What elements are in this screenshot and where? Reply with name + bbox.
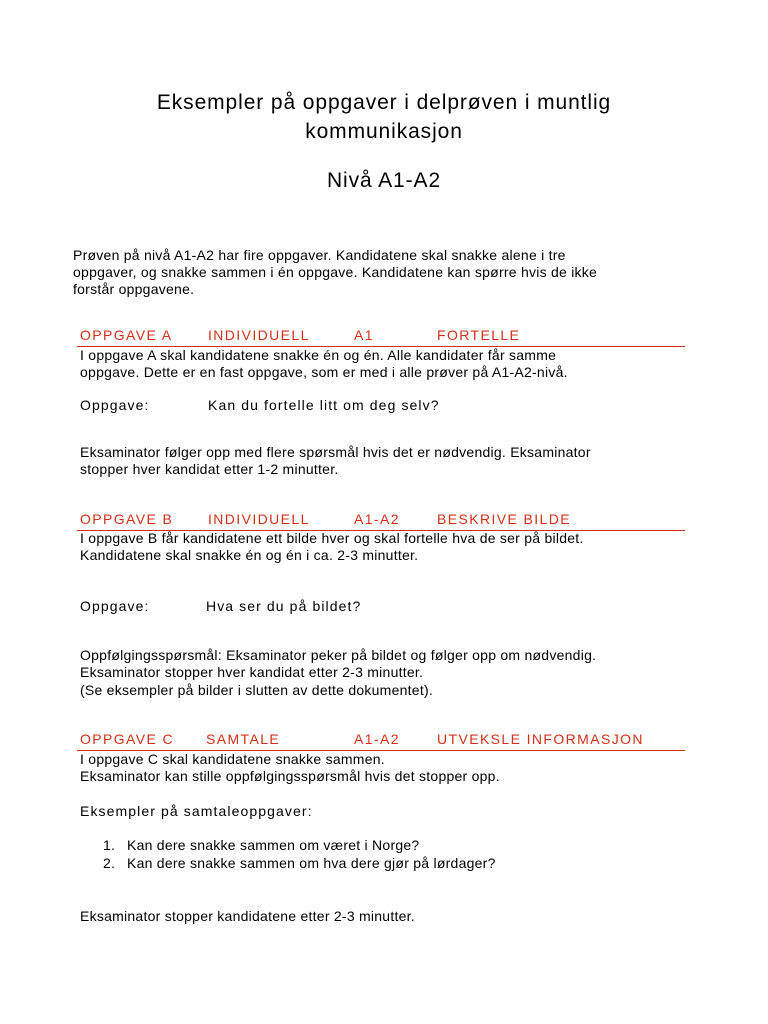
- section-b-task-text: Hva ser du på bildet?: [206, 598, 362, 614]
- section-a-note: stopper hver kandidat etter 1-2 minutter.: [80, 461, 339, 477]
- list-item: Kan dere snakke sammen om været i Norge?: [127, 837, 420, 853]
- intro-line: Prøven på nivå A1-A2 har fire oppgaver. Kandidatene skal snakke alene i tre: [73, 247, 566, 263]
- section-c-closing: Eksaminator stopper kandidatene etter 2-3 minutter.: [80, 908, 415, 924]
- section-a-skill: FORTELLE: [437, 327, 521, 343]
- section-a-description: oppgave. Dette er en fast oppgave, som er med i alle prøver på A1-A2-nivå.: [80, 364, 568, 380]
- section-c-description: Eksaminator kan stille oppfølgingsspørsmål hvis det stopper opp.: [80, 768, 500, 784]
- list-item-number: 2.: [103, 855, 116, 871]
- section-b-note: Eksaminator stopper hver kandidat etter 2-3 minutter.: [80, 664, 424, 680]
- section-a-task-name: OPPGAVE A: [80, 327, 173, 343]
- section-a-task-label: Oppgave:: [80, 397, 150, 413]
- section-a-heading: [77, 327, 685, 347]
- section-c-task-name: OPPGAVE C: [80, 731, 175, 747]
- document-title-line2: kommunikasjon: [305, 120, 463, 143]
- intro-line: forstår oppgavene.: [73, 281, 195, 297]
- document-title: Eksempler på oppgaver i delprøven i muntlig: [156, 91, 612, 114]
- section-a-task-text: Kan du fortelle litt om deg selv?: [208, 397, 440, 413]
- section-b-note: Oppfølgingsspørsmål: Eksaminator peker på bildet og følger opp om nødvendig.: [80, 647, 597, 663]
- section-a-note: Eksaminator følger opp med flere spørsmål hvis det er nødvendig. Eksaminator: [80, 444, 591, 460]
- section-b-level: A1-A2: [354, 511, 400, 527]
- section-b-skill: BESKRIVE BILDE: [437, 511, 571, 527]
- section-a-description: I oppgave A skal kandidatene snakke én og én. Alle kandidater får samme: [80, 347, 557, 363]
- section-c-level: A1-A2: [354, 731, 400, 747]
- section-b-type: INDIVIDUELL: [208, 511, 310, 527]
- section-c-skill: UTVEKSLE INFORMASJON: [437, 731, 644, 747]
- level-heading: Nivå A1-A2: [326, 169, 442, 192]
- section-a-type: INDIVIDUELL: [208, 327, 310, 343]
- section-b-note: (Se eksempler på bilder i slutten av dette dokumentet).: [80, 682, 434, 698]
- list-item-number: 1.: [103, 837, 116, 853]
- section-b-heading: [77, 511, 685, 531]
- intro-line: oppgaver, og snakke sammen i én oppgave. Kandidatene kan spørre hvis de ikke: [73, 264, 598, 280]
- section-b-task-label: Oppgave:: [80, 598, 150, 614]
- section-c-type: SAMTALE: [206, 731, 281, 747]
- section-b-description: Kandidatene skal snakke én og én i ca. 2-3 minutter.: [80, 547, 419, 563]
- section-c-description: I oppgave C skal kandidatene snakke sammen.: [80, 751, 385, 767]
- list-item: Kan dere snakke sammen om hva dere gjør på lørdager?: [127, 855, 496, 871]
- section-c-heading: [77, 731, 685, 751]
- section-b-description: I oppgave B får kandidatene ett bilde hver og skal fortelle hva de ser på bildet.: [80, 530, 584, 546]
- section-a-level: A1: [354, 327, 374, 343]
- section-c-examples-label: Eksempler på samtaleoppgaver:: [80, 803, 313, 819]
- section-b-task-name: OPPGAVE B: [80, 511, 174, 527]
